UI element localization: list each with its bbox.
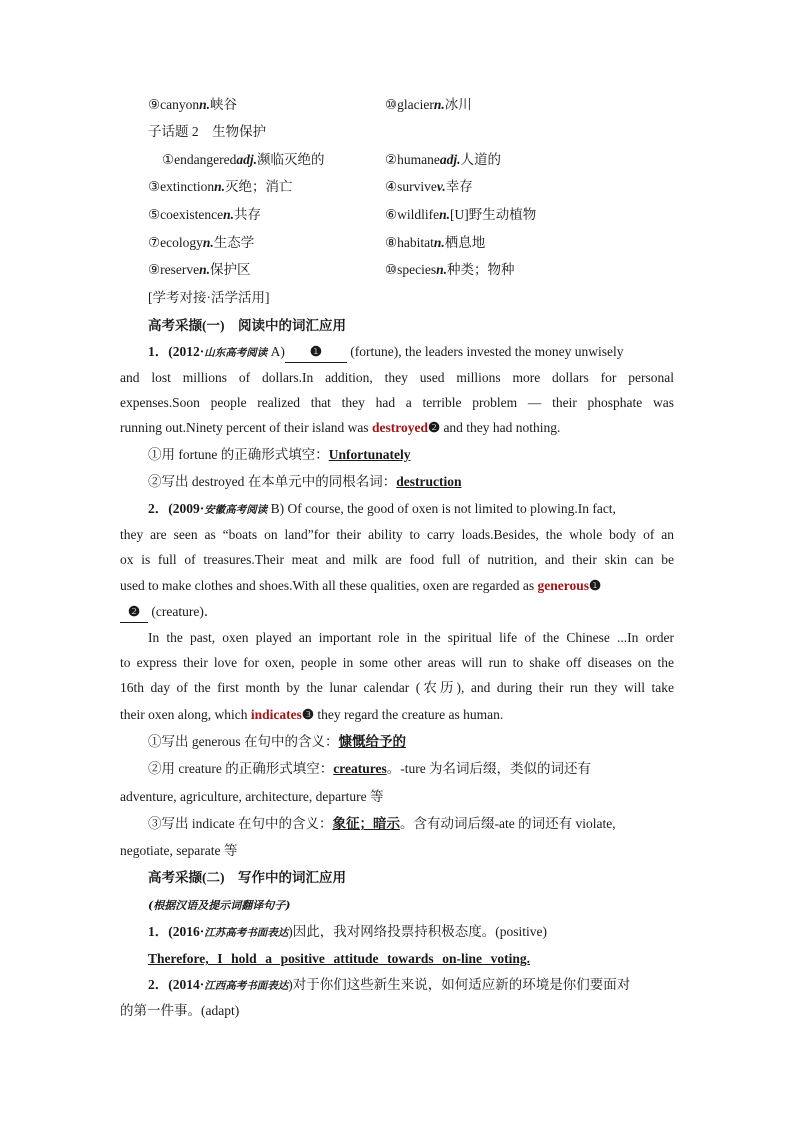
vocab-item: ⑥wildlifen.[U]野生动植物 (385, 207, 537, 222)
answer-line: ①用 fortune 的正确形式填空：Unfortunately (148, 447, 411, 462)
passage-line: 16th day of the first month by the lunar calendar (农历), and during their run they will take (120, 680, 674, 695)
section-heading: 高考采撷(二) 写作中的词汇应用 (148, 870, 346, 885)
writing-question-1: 1．(2016·江苏高考书面表达)因此，我对网络投票持积极态度。(positive) (148, 924, 547, 939)
writing-question-2: 2．(2014·江西高考书面表达)对于你们这些新生来说，如何适应新的环境是你们要面对 (148, 977, 631, 992)
vocab-item: ⑩speciesn.种类；物种 (385, 262, 515, 277)
passage-line: to express their love for oxen, people in some other areas will run to shake off diseases on the (120, 655, 674, 670)
passage-line: ox is full of treasures.Their meat and milk are food full of nutrition, and their skin can be (120, 552, 674, 567)
vocab-item: ④survivev.幸存 (385, 179, 473, 194)
vocab-item: ③extinctionn.灭绝；消亡 (148, 179, 293, 194)
passage-line: 的第一件事。(adapt) (120, 1003, 240, 1018)
answer-line: ③写出 indicate 在句中的含义：象征；暗示。含有动词后缀-ate 的词还有 violate, (148, 816, 616, 831)
passage-line: used to make clothes and shoes.With all these qualities, oxen are regarded as generous❶ (120, 578, 602, 593)
vocab-item: ②humaneadj.人道的 (385, 152, 501, 167)
subtopic-heading: 子话题 2 生物保护 (148, 124, 267, 139)
vocab-item: ⑤coexistencen.共存 (148, 207, 261, 222)
passage-line: they are seen as “boats on land”for their ability to carry loads.Besides, the whole body of an (120, 527, 674, 542)
answer-line: negotiate, separate 等 (120, 843, 238, 858)
question-1-line: 1．(2012·山东高考阅读 A) ❶ (fortune), the leaders invested the money unwisely (148, 342, 674, 363)
answer-line: Therefore, I hold a positive attitude towards on-line voting. (148, 951, 530, 966)
answer-line: adventure, agriculture, architecture, departure 等 (120, 789, 384, 804)
section-bracket: [学考对接·活学活用] (148, 290, 270, 305)
answer-line: ②写出 destroyed 在本单元中的同根名词：destruction (148, 474, 462, 489)
answer-blank: ❶ (285, 342, 347, 363)
answer-line: ①写出 generous 在句中的含义：慷慨给予的 (148, 734, 406, 749)
passage-line: expenses.Soon people realized that they had a terrible problem — their phosphate was (120, 395, 674, 410)
vocab-item: ⑨reserven.保护区 (148, 262, 251, 277)
section-heading: 高考采撷(一) 阅读中的词汇应用 (148, 318, 346, 333)
question-2-line: 2．(2009·安徽高考阅读 B) Of course, the good of oxen is not limited to plowing.In fact, (148, 501, 616, 516)
passage-line: and lost millions of dollars.In addition, they used millions more dollars for personal (120, 370, 674, 385)
answer-blank: ❷ (120, 602, 148, 623)
answer-line: ②用 creature 的正确形式填空：creatures。-ture 为名词后缀，类似的词还有 (148, 761, 592, 776)
passage-line: their oxen along, which indicates❸ they regard the creature as human. (120, 707, 504, 722)
passage-line: ❷ (creature)． (120, 602, 674, 623)
instruction-note: (根据汉语及提示词翻译句子) (148, 899, 291, 912)
passage-line: running out.Ninety percent of their island was destroyed❷ and they had nothing. (120, 420, 561, 435)
passage-line: In the past, oxen played an important role in the spiritual life of the Chinese ...In order (148, 630, 674, 645)
vocab-item: ⑩glaciern.冰川 (385, 97, 472, 112)
vocab-item: ①endangeredadj.濒临灭绝的 (162, 152, 325, 167)
vocab-item: ⑧habitatn.栖息地 (385, 235, 486, 250)
vocab-item: ⑦ecologyn.生态学 (148, 235, 255, 250)
vocab-item: ⑨canyonn.峡谷 (148, 97, 237, 112)
